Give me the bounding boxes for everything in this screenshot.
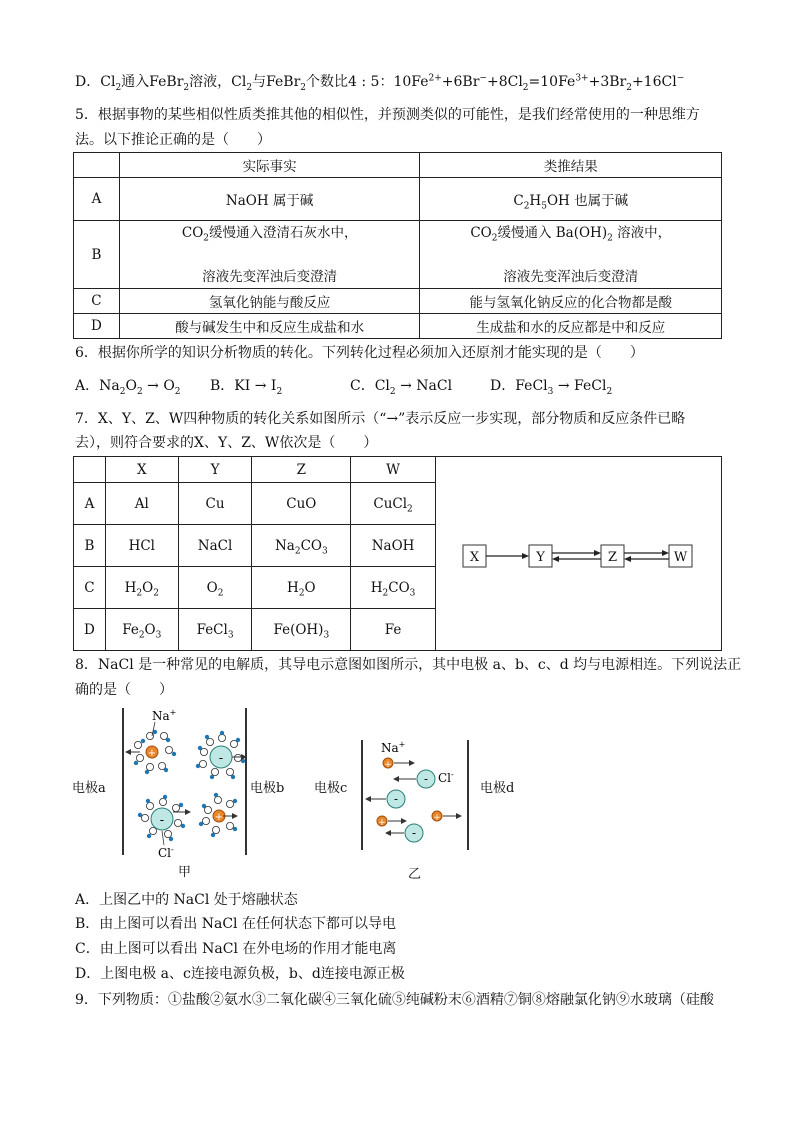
label-electrode-b: 电极b — [250, 781, 285, 796]
arrow-head — [624, 556, 631, 562]
cl-ion — [405, 824, 423, 842]
cell: NaOH — [351, 525, 436, 567]
arrow-head — [385, 830, 391, 836]
hydrated-na-ion — [134, 730, 176, 774]
nacl-conduction-figure — [70, 700, 530, 885]
q7-table — [73, 456, 722, 651]
header-fact: 实际事实 — [119, 153, 420, 178]
q8-option-a: A．上图乙中的 NaCl 处于熔融状态 — [75, 892, 298, 908]
hydrated-cl-ion — [196, 731, 245, 779]
label-electrode-d: 电极d — [480, 781, 515, 796]
cell: CuCl$_2$ — [351, 483, 436, 525]
table-row — [74, 178, 722, 221]
cell: FeCl$_3$ — [178, 609, 252, 651]
arrow-head — [393, 776, 399, 782]
label-x: X — [469, 549, 480, 565]
cell: NaCl — [178, 525, 252, 567]
svg-text:-: - — [393, 792, 399, 806]
na-ion — [432, 811, 442, 823]
svg-text:+: + — [147, 748, 157, 759]
arrow-head — [594, 550, 601, 556]
table-header-row — [74, 153, 722, 178]
svg-text:+: + — [378, 818, 386, 828]
table-header-row — [74, 457, 722, 483]
svg-text:+: + — [384, 760, 392, 770]
cell: Al — [105, 483, 178, 525]
q8-option-b: B．由上图可以看出 NaCl 在任何状态下都可以导电 — [75, 916, 396, 932]
arrow-head — [185, 809, 191, 815]
q9-stem: 9．下列物质：①盐酸②氨水③二氧化碳④三氧化硫⑤纯碱粉末⑥酒精⑦铜⑧熔融氯化钠⑨水玻璃（硅酸 — [75, 992, 714, 1008]
q6-stem: 6．根据你所学的知识分析物质的转化。下列转化过程必须加入还原剂才能实现的是（ ） — [75, 345, 644, 361]
row-label: B — [74, 525, 106, 567]
svg-text:+: + — [214, 812, 224, 823]
q7-diagram-cell — [435, 457, 721, 651]
q5-stem-line1: 5．根据事物的某些相似性质类推其他的相似性，并预测类似的可能性，是我们经常使用的一种思维方 — [75, 107, 700, 123]
cell: $Fe(OH)_3$ — [252, 609, 351, 651]
cell: $H_2O$ — [252, 567, 351, 609]
fact-cell: 氢氧化钠能与酸反应 — [119, 289, 420, 314]
arrow-head — [456, 813, 462, 819]
header-y: Y — [178, 457, 252, 483]
header-w: W — [351, 457, 436, 483]
arrow-head — [232, 813, 238, 819]
cell: $Fe_2O_3$ — [105, 609, 178, 651]
q6-option-b: B．KI → $I_2$ — [210, 378, 283, 397]
q7-stem-line2: 去），则符合要求的X、Y、Z、W依次是（ ） — [75, 435, 378, 451]
na-label-jia: Na+ — [152, 708, 177, 723]
arrow-head — [552, 556, 559, 562]
label-electrode-c: 电极c — [314, 781, 348, 796]
row-label: A — [74, 178, 120, 221]
table-row — [74, 289, 722, 314]
na-ion — [377, 816, 387, 828]
fact-cell: NaOH 属于碱 — [119, 178, 420, 221]
svg-text:-: - — [411, 826, 417, 840]
cell: $Na_2CO_3$ — [252, 525, 351, 567]
label-y: Y — [536, 549, 545, 565]
label-w: W — [673, 549, 688, 565]
q5-stem-line2: 法。以下推论正确的是（ ） — [75, 132, 271, 148]
header-result: 类推结果 — [420, 153, 722, 178]
row-label: A — [74, 483, 106, 525]
q8-option-c: C．由上图可以看出 NaCl 在外电场的作用才能电离 — [75, 941, 397, 957]
cell: $O_2$ — [178, 567, 252, 609]
result-cell: 生成盐和水的反应都是中和反应 — [420, 314, 722, 339]
arrow-head — [125, 749, 131, 755]
row-label: C — [74, 567, 106, 609]
fact-cell: $CO_2$缓慢通入澄清石灰水中， 溶液先变浑浊后变澄清 — [119, 221, 420, 289]
q6-option-a: A．$Na_2O_2 \to O_2$ — [75, 378, 181, 397]
na-label-yi: Na+ — [381, 740, 406, 755]
q8-stem-line2: 确的是（ ） — [75, 682, 173, 698]
cell: HCl — [105, 525, 178, 567]
cell: CuO — [252, 483, 351, 525]
arrow-head — [522, 553, 529, 559]
header-x: X — [105, 457, 178, 483]
arrow-head — [401, 818, 407, 824]
cell: $H_2CO_3$ — [351, 567, 436, 609]
result-cell: $CO_2$缓慢通入 $Ba(OH)_2$ 溶液中， 溶液先变浑浊后变澄清 — [420, 221, 722, 289]
q8-option-d: D．上图电极 a、c连接电源负极，b、d连接电源正极 — [75, 966, 405, 982]
caption-jia: 甲 — [178, 865, 192, 880]
label-z: Z — [607, 549, 617, 565]
svg-text:-: - — [218, 751, 224, 766]
q8-stem-line1: 8．NaCl 是一种常见的电解质，其导电示意图如图所示，其中电极 a、b、c、d 均与电源相连。下列说法正 — [75, 657, 742, 673]
svg-text:+: + — [433, 813, 441, 823]
pointer-line — [162, 831, 164, 845]
caption-yi: 乙 — [408, 867, 422, 882]
q7-flow-diagram — [436, 459, 720, 649]
q6-option-d: D．FeCl$_3$ → FeCl$_2$ — [490, 378, 613, 397]
cell: $H_2O_2$ — [105, 567, 178, 609]
hydrated-cl-ion — [138, 795, 185, 841]
na-ion — [383, 758, 393, 770]
cl-ion — [417, 770, 435, 788]
result-cell: $C_2H_5OH$ 也属于碱 — [420, 178, 722, 221]
arrow-head — [409, 760, 415, 766]
cell: Cu — [178, 483, 252, 525]
table-row — [74, 221, 722, 289]
table-row — [74, 314, 722, 339]
hydrated-na-ion — [199, 793, 237, 837]
result-cell: 能与氢氧化钠反应的化合物都是酸 — [420, 289, 722, 314]
q5-table — [73, 152, 722, 339]
row-label: D — [74, 314, 120, 339]
svg-text:-: - — [159, 813, 165, 828]
row-label: B — [74, 221, 120, 289]
cl-label-jia: Cl- — [158, 845, 174, 860]
q4-option-d: D．$Cl_2$通入FeBr$_2$溶液，$Cl_2$与FeBr$_2$个数比4 : 5：$10Fe^{2+}+6Br^-+8Cl_2=10Fe^{3+}+3Br_2+16Cl^-$ — [75, 73, 685, 93]
cl-label-yi: Cl- — [438, 770, 454, 785]
arrow-head — [662, 550, 669, 556]
fact-cell: 酸与碱发生中和反应生成盐和水 — [119, 314, 420, 339]
row-label: C — [74, 289, 120, 314]
row-label: D — [74, 609, 106, 651]
cell: Fe — [351, 609, 436, 651]
arrow-head — [365, 796, 371, 802]
label-electrode-a: 电极a — [72, 781, 106, 796]
header-z: Z — [252, 457, 351, 483]
cl-ion — [387, 790, 405, 808]
q6-option-c: C．$Cl_2$ → NaCl — [350, 378, 453, 397]
q7-stem-line1: 7．X、Y、Z、W四种物质的转化关系如图所示（“→”表示反应一步实现，部分物质和反应条件已略 — [75, 411, 686, 427]
svg-text:-: - — [423, 772, 429, 786]
